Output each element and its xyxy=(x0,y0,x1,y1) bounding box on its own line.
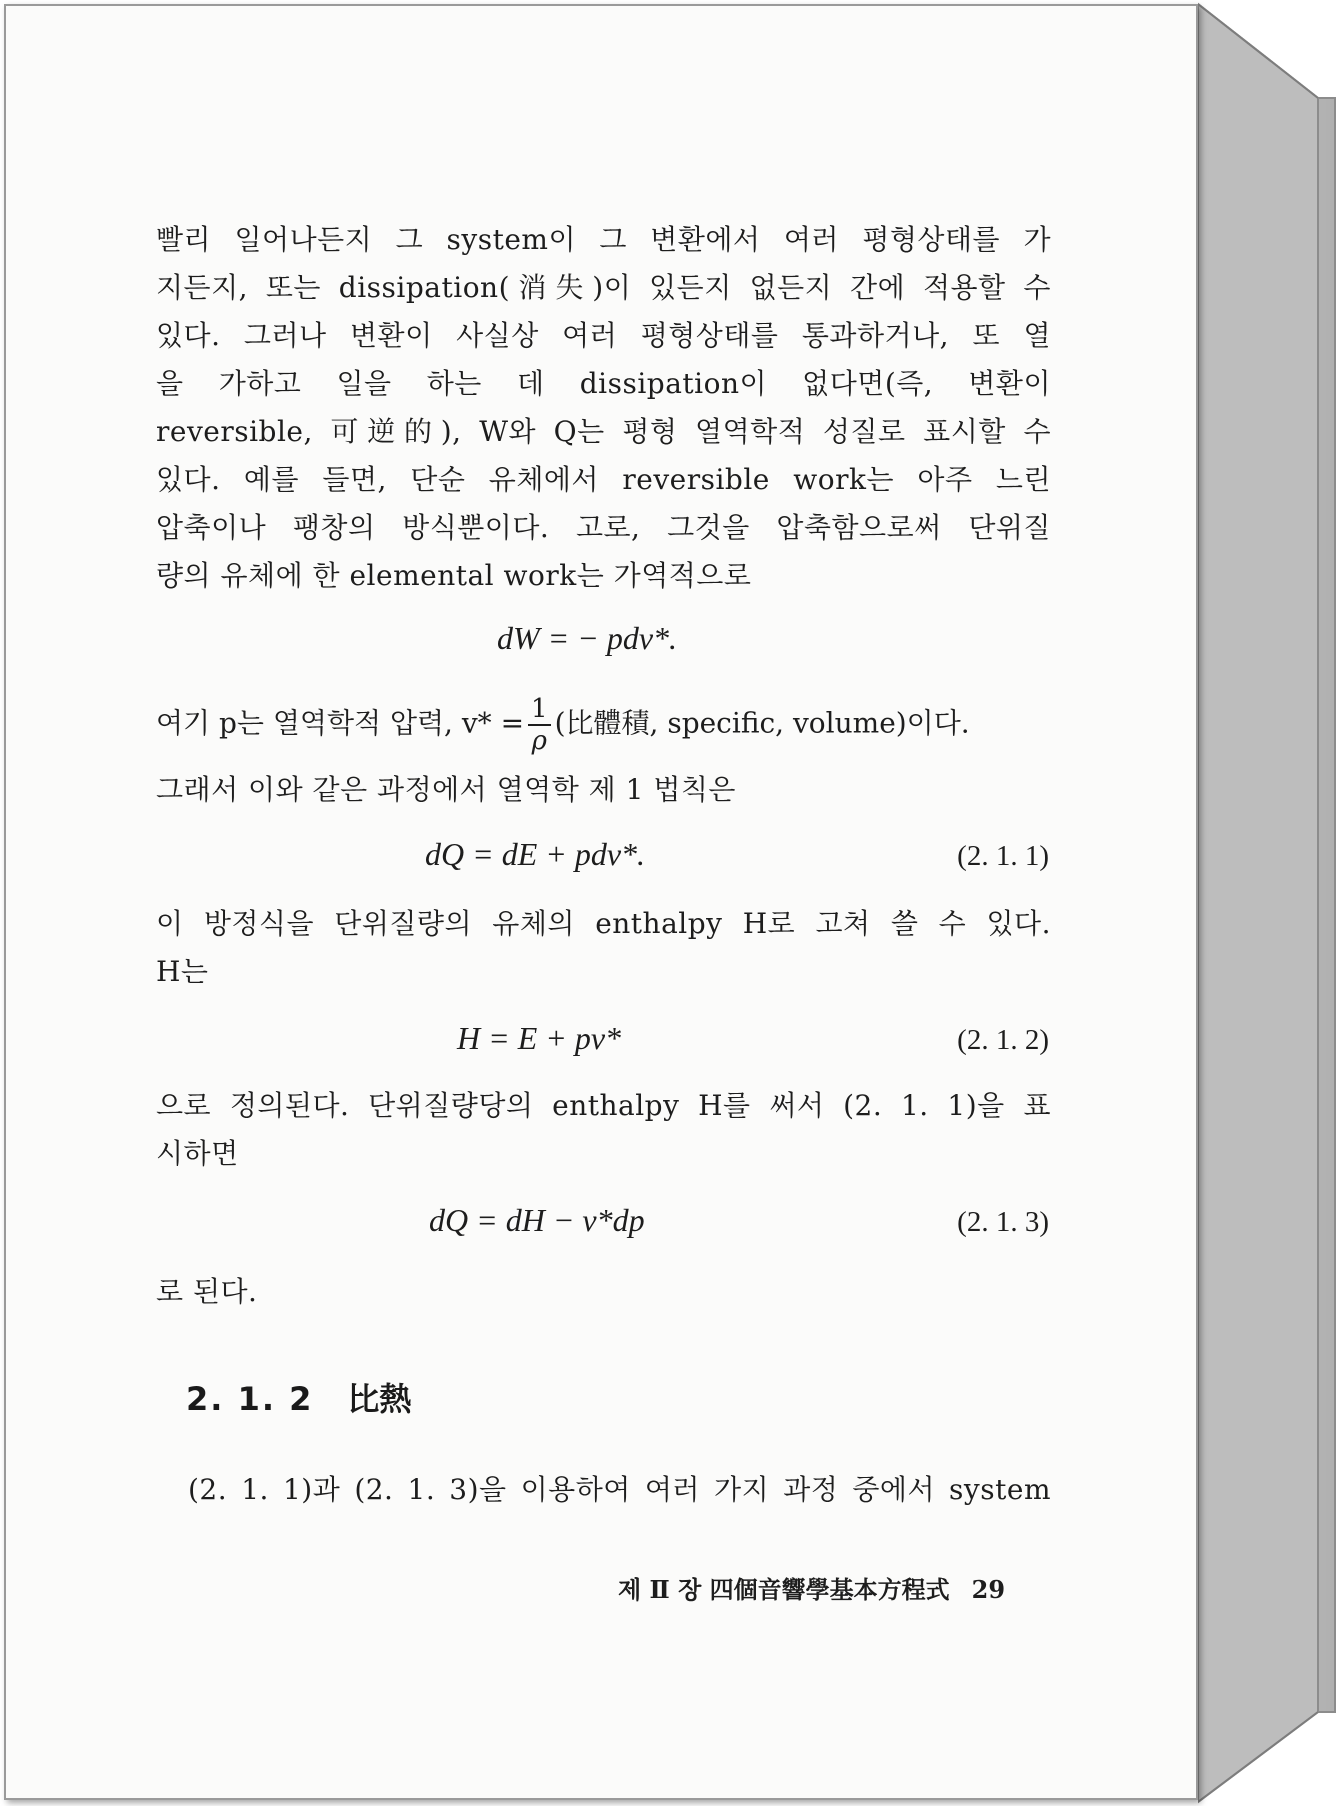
paragraph-line: 압축이나 팽창의 방식뿐이다. 고로, 그것을 압축함으로써 단위질 xyxy=(156,511,1051,544)
definition-line xyxy=(156,696,970,754)
definition-prefix: 여기 p는 열역학적 압력, v* = xyxy=(156,706,525,740)
paragraph-line: 그래서 이와 같은 과정에서 열역학 제 1 법칙은 xyxy=(156,773,736,806)
paragraph-line: 이 방정식을 단위질량의 유체의 enthalpy H로 고쳐 쓸 수 있다. xyxy=(156,907,1051,940)
paragraph-line: 량의 유체에 한 elemental work는 가역적으로 xyxy=(156,559,752,592)
equation-number: (2. 1. 1) xyxy=(957,840,1049,872)
paragraph-line: 으로 정의된다. 단위질량당의 enthalpy H를 써서 (2. 1. 1)을 표 xyxy=(156,1089,1051,1122)
page-footer xyxy=(618,1570,1005,1605)
paragraph-line: 빨리 일어나든지 그 system이 그 변환에서 여러 평형상태를 가 xyxy=(156,223,1051,256)
section-title: 比熱 xyxy=(347,1380,412,1418)
paragraph-line: reversible, 可逆的), W와 Q는 평형 열역학적 성질로 표시할 수 xyxy=(156,415,1051,448)
equation-work: dW = − pdv*. xyxy=(497,620,678,656)
equation-2-1-1: dQ = dE + pdv*. xyxy=(425,836,646,872)
fraction-denominator: ρ xyxy=(531,726,547,756)
paragraph-line: 을 가하고 일을 하는 데 dissipation이 없다면(즉, 변환이 xyxy=(156,367,1051,400)
fraction-numerator: 1 xyxy=(528,696,551,726)
paragraph-line: 로 된다. xyxy=(156,1275,258,1308)
paragraph-line: (2. 1. 1)과 (2. 1. 3)을 이용하여 여러 가지 과정 중에서 system xyxy=(188,1473,1051,1506)
equation-number: (2. 1. 3) xyxy=(957,1206,1049,1238)
paragraph-line: 있다. 그러나 변환이 사실상 여러 평형상태를 통과하거나, 또 열 xyxy=(156,319,1051,352)
book-spine xyxy=(1198,0,1339,1806)
paragraph-line: H는 xyxy=(156,955,209,988)
chapter-title: 제 Ⅱ 장 四個音響學基本方程式 xyxy=(618,1575,950,1604)
fraction xyxy=(528,696,551,754)
equation-2-1-2: H = E + pv* xyxy=(457,1020,622,1056)
paragraph-line: 지든지, 또는 dissipation(消失)이 있든지 없든지 간에 적용할 수 xyxy=(156,271,1051,304)
page-number: 29 xyxy=(971,1575,1006,1604)
section-heading xyxy=(186,1374,411,1420)
paragraph-line: 있다. 예를 들면, 단순 유체에서 reversible work는 아주 느린 xyxy=(156,463,1051,496)
equation-number: (2. 1. 2) xyxy=(957,1024,1049,1056)
paragraph-line: 시하면 xyxy=(156,1137,239,1170)
equation-2-1-3: dQ = dH − v*dp xyxy=(429,1202,645,1238)
definition-suffix: (比體積, specific, volume)이다. xyxy=(554,706,970,740)
section-number: 2. 1. 2 xyxy=(186,1380,314,1418)
